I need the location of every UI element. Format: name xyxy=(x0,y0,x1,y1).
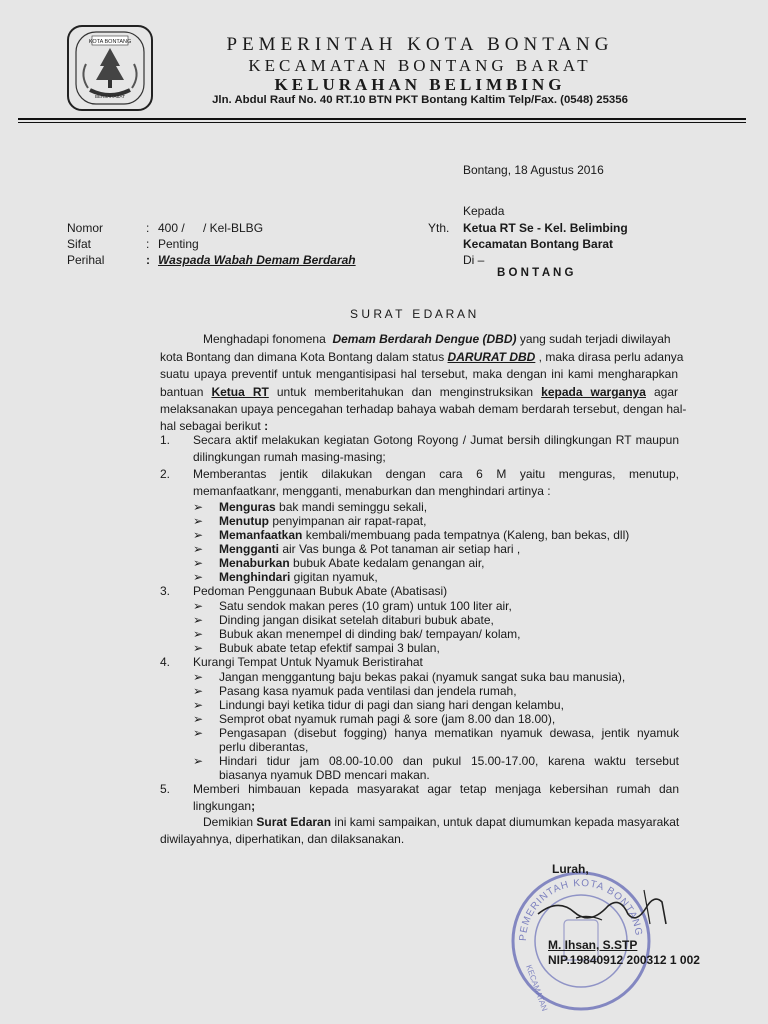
intro-line4 xyxy=(160,385,678,400)
perihal-label: Perihal xyxy=(67,253,105,267)
logo-top-text: KOTA BONTANG xyxy=(88,39,132,45)
item2-line2: memanfaatkanr, mengganti, menaburkan dan menghindari artinya : xyxy=(193,484,551,498)
item5-line2-b: ; xyxy=(251,799,256,813)
item3-bullet1: Satu sendok makan peres (10 gram) untuk 100 liter air, xyxy=(219,599,512,613)
letter-date: Bontang, 18 Agustus 2016 xyxy=(463,163,604,177)
item5-line2 xyxy=(193,799,255,814)
yth-label: Yth. xyxy=(428,221,450,235)
intro-line2-c: , maka dirasa perlu adanya xyxy=(538,350,684,364)
intro-line5: melaksanakan upaya pencegahan terhadap bahaya wabah demam berdarah tersebut, dengan hal- xyxy=(160,402,687,416)
list-item-text xyxy=(219,542,520,557)
intro-line1-c: yang sudah terjadi diwilayah xyxy=(519,332,671,346)
list-item xyxy=(193,542,203,557)
list-item xyxy=(193,599,203,614)
item4-bullet4: Semprot obat nyamuk rumah pagi & sore (jam 8.00 dan 18.00), xyxy=(219,712,556,726)
item2-b6-bold: Menghindari xyxy=(219,570,291,584)
letterhead-line1: PEMERINTAH KOTA BONTANG xyxy=(226,34,614,55)
list-item xyxy=(193,712,203,727)
item4-bullet5-cont: perlu diberantas, xyxy=(219,740,309,754)
signatory-name: M. Ihsan, S.STP xyxy=(548,938,638,952)
intro-line2-a: kota Bontang dan dimana Kota Bontang dalam status xyxy=(160,350,445,364)
document-title: S U R A T E D A R A N xyxy=(350,307,477,321)
arrow-bullet-icon: ➢ xyxy=(193,627,204,641)
list-item xyxy=(193,500,203,515)
signature-title: Lurah, xyxy=(552,862,589,876)
list-item-text xyxy=(219,528,629,543)
list-item xyxy=(193,641,203,656)
item3-line1: Pedoman Penggunaan Bubuk Abate (Abatisasi) xyxy=(193,584,448,598)
item4-bullet1: Jangan menggantung baju bekas pakai (nyamuk sangat suka bau manusia), xyxy=(219,670,626,684)
item4-number: 4. xyxy=(160,655,171,669)
intro-ketua-rt: Ketua RT xyxy=(211,385,269,399)
item2-b3-bold: Memanfaatkan xyxy=(219,528,303,542)
item3-bullet4: Bubuk abate tetap efektif sampai 3 bulan, xyxy=(219,641,440,655)
recipient-line2: Kecamatan Bontang Barat xyxy=(463,237,614,251)
intro-kepada-warganya: kepada warganya xyxy=(541,385,646,399)
arrow-bullet-icon: ➢ xyxy=(193,514,204,528)
item2-b6-text: gigitan nyamuk, xyxy=(290,570,378,584)
arrow-bullet-icon: ➢ xyxy=(193,726,204,740)
arrow-bullet-icon: ➢ xyxy=(193,528,204,542)
item1-line1: Secara aktif melakukan kegiatan Gotong Royong / Jumat bersih dilingkungan RT maupun xyxy=(193,433,679,447)
closing-surat-edaran: Surat Edaran xyxy=(256,815,332,829)
intro-line3: suatu upaya preventif untuk mengantisipasi hal tersebut, maka dengan ini kami mengharapkan xyxy=(160,367,678,381)
arrow-bullet-icon: ➢ xyxy=(193,712,204,726)
logo-bottom-text: BERSAHABAT xyxy=(95,94,125,99)
list-item xyxy=(193,514,203,529)
list-item-text xyxy=(219,514,426,529)
list-item xyxy=(193,670,203,685)
item2-b5-bold: Menaburkan xyxy=(219,556,290,570)
intro-darurat-term: DARURAT DBD xyxy=(447,350,536,364)
header-rule-thick xyxy=(18,118,746,120)
list-item xyxy=(193,528,203,543)
arrow-bullet-icon: ➢ xyxy=(193,698,204,712)
closing-line1-c: ini kami sampaikan, untuk dapat diumumkan kepada masyarakat xyxy=(334,815,680,829)
arrow-bullet-icon: ➢ xyxy=(193,613,204,627)
intro-line4-c: untuk memberitahukan dan menginstruksikan xyxy=(276,385,534,399)
sifat-colon: : xyxy=(146,237,150,251)
nomor-colon: : xyxy=(146,221,150,235)
perihal-value: Waspada Wabah Demam Berdarah xyxy=(158,253,356,267)
sifat-value: Penting xyxy=(158,237,199,251)
nomor-suffix: / Kel-BLBG xyxy=(203,221,264,235)
nomor-value: 400 / xyxy=(158,221,185,235)
recipient-city: B O N T A N G xyxy=(497,267,574,279)
intro-line2 xyxy=(160,350,683,365)
list-item xyxy=(193,570,203,585)
arrow-bullet-icon: ➢ xyxy=(193,542,204,556)
list-item xyxy=(193,627,203,642)
item3-number: 3. xyxy=(160,584,171,598)
intro-line6-a: hal sebagai berikut xyxy=(160,419,261,433)
item4-bullet2: Pasang kasa nyamuk pada ventilasi dan jendela rumah, xyxy=(219,684,517,698)
item4-bullet3: Lindungi bayi ketika tidur di pagi dan siang hari dengan kelambu, xyxy=(219,698,564,712)
item2-b4-bold: Mengganti xyxy=(219,542,279,556)
city-logo xyxy=(66,24,154,112)
intro-line6 xyxy=(160,419,268,434)
item5-number: 5. xyxy=(160,782,171,796)
nomor-label: Nomor xyxy=(67,221,104,235)
item2-b2-text: penyimpanan air rapat-rapat, xyxy=(269,514,427,528)
list-item xyxy=(193,698,203,713)
list-item xyxy=(193,726,203,741)
item4-bullet6-cont: biasanya nyamuk DBD mencari makan. xyxy=(219,768,430,782)
arrow-bullet-icon: ➢ xyxy=(193,754,204,768)
intro-line1-a: Menghadapi fonomena xyxy=(203,332,326,346)
item2-b1-text: bak mandi seminggu sekali, xyxy=(275,500,428,514)
arrow-bullet-icon: ➢ xyxy=(193,570,204,584)
intro-line6-colon: : xyxy=(264,419,269,433)
letterhead-line2: KECAMATAN BONTANG BARAT xyxy=(248,56,592,75)
item4-bullet5: Pengasapan (disebut fogging) hanya mematikan nyamuk dewasa, jentik nyamuk xyxy=(219,726,679,740)
item2-line1: Memberantas jentik dilakukan dengan cara 6 M yaitu menguras, menutup, xyxy=(193,467,679,481)
kepada-label: Kepada xyxy=(463,204,505,218)
item4-line1: Kurangi Tempat Untuk Nyamuk Beristirahat xyxy=(193,655,423,669)
header-rule-thin xyxy=(18,122,746,123)
intro-line4-e: agar xyxy=(653,385,678,399)
list-item xyxy=(193,556,203,571)
arrow-bullet-icon: ➢ xyxy=(193,500,204,514)
handwritten-signature xyxy=(528,884,678,934)
intro-dbd-term: Demam Berdarah Dengue (DBD) xyxy=(332,332,517,346)
closing-line1-a: Demikian xyxy=(203,815,254,829)
arrow-bullet-icon: ➢ xyxy=(193,599,204,613)
intro-line4-a: bantuan xyxy=(160,385,204,399)
item4-bullet6: Hindari tidur jam 08.00-10.00 dan pukul 15.00-17.00, karena waktu tersebut xyxy=(219,754,679,768)
sifat-label: Sifat xyxy=(67,237,92,251)
item3-bullet3: Bubuk akan menempel di dinding bak/ tempayan/ kolam, xyxy=(219,627,521,641)
arrow-bullet-icon: ➢ xyxy=(193,641,204,655)
item2-number: 2. xyxy=(160,467,171,481)
letterhead-line3: KELURAHAN BELIMBING xyxy=(274,75,566,94)
item1-line2: dilingkungan rumah masing-masing; xyxy=(193,450,386,464)
closing-line1 xyxy=(203,815,679,830)
arrow-bullet-icon: ➢ xyxy=(193,556,204,570)
list-item-text xyxy=(219,500,427,515)
list-item xyxy=(193,684,203,699)
item5-line1: Memberi himbauan kepada masyarakat agar tetap menjaga kebersihan rumah dan xyxy=(193,782,679,796)
stamp-side-text: KECAMATAN xyxy=(524,963,550,1013)
item1-number: 1. xyxy=(160,433,171,447)
list-item-text xyxy=(219,570,378,585)
item5-line2-a: lingkungan xyxy=(193,799,252,813)
item2-b2-bold: Menutup xyxy=(219,514,269,528)
stamp-text: PEMERINTAH KOTA BONTANG xyxy=(517,877,644,942)
item2-b5-text: bubuk Abate kedalam genangan air, xyxy=(289,556,485,570)
list-item xyxy=(193,613,203,628)
arrow-bullet-icon: ➢ xyxy=(193,670,204,684)
intro-line1 xyxy=(203,332,671,347)
arrow-bullet-icon: ➢ xyxy=(193,684,204,698)
item2-b4-text: air Vas bunga & Pot tanaman air setiap hari , xyxy=(279,542,521,556)
list-item xyxy=(193,754,203,769)
list-item-text xyxy=(219,556,485,571)
recipient-di: Di – xyxy=(463,253,485,267)
signatory-nip: NIP.19840912 200312 1 002 xyxy=(548,953,700,967)
recipient-line1: Ketua RT Se - Kel. Belimbing xyxy=(463,221,628,235)
item2-b1-bold: Menguras xyxy=(219,500,276,514)
item2-b3-text: kembali/membuang pada tempatnya (Kaleng, ban bekas, dll) xyxy=(302,528,630,542)
perihal-colon: : xyxy=(146,253,150,267)
closing-line2: diwilayahnya, diperhatikan, dan dilaksanakan. xyxy=(160,832,405,846)
item3-bullet2: Dinding jangan disikat setelah ditaburi bubuk abate, xyxy=(219,613,494,627)
letterhead-address: Jln. Abdul Rauf No. 40 RT.10 BTN PKT Bontang Kaltim Telp/Fax. (0548) 25356 xyxy=(212,94,628,106)
